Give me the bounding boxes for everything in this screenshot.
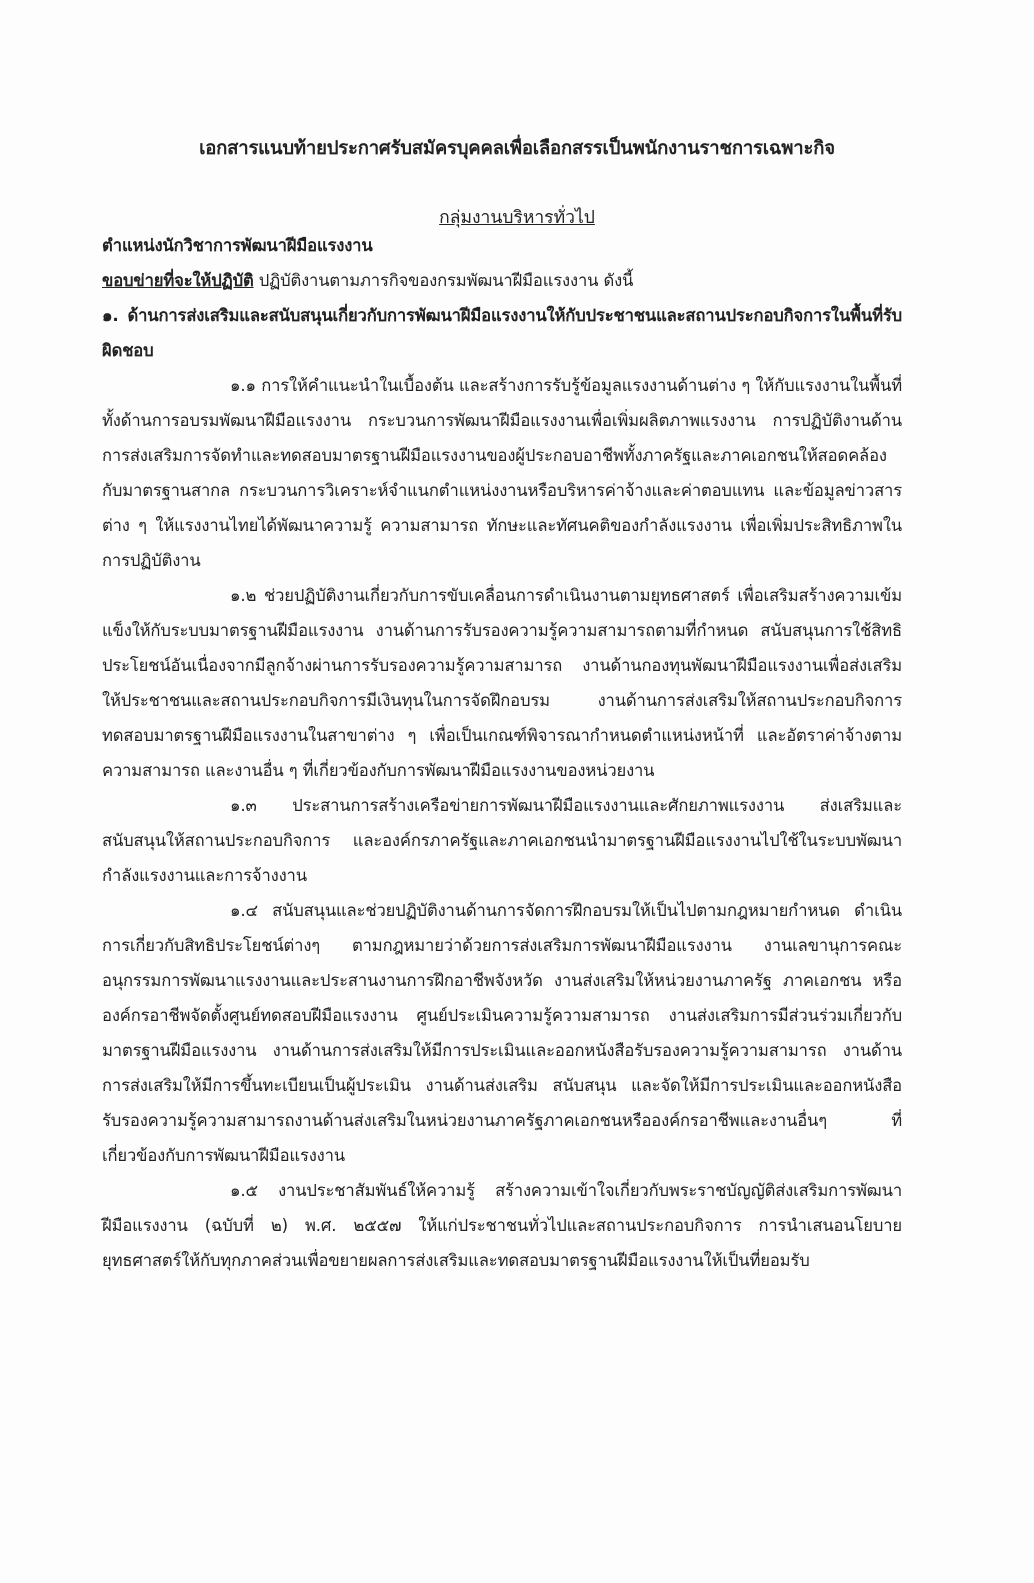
item-1-3: ๑.๓ ประสานการสร้างเครือข่ายการพัฒนาฝีมือแรงงานและศักยภาพแรงงาน ส่งเสริมและสนับสนุนให้สถานประกอบกิจการ และองค์กรภาครัฐและภาคเอกชนนำมาตรฐานฝีมือแรงงานไปใช้ในระบบพัฒนากำลังแรงงานและการจ้างงาน xyxy=(102,796,902,885)
group-title: กลุ่มงานบริหารทั่วไป xyxy=(439,208,595,228)
position-title: ตำแหน่งนักวิชาการพัฒนาฝีมือแรงงาน xyxy=(102,236,373,255)
item-1-5: ๑.๕ งานประชาสัมพันธ์ให้ความรู้ สร้างความเข้าใจเกี่ยวกับพระราชบัญญัติส่งเสริมการพัฒนาฝีมือแรงงาน (ฉบับที่ ๒) พ.ศ. ๒๕๕๗ ให้แก่ประชาชนทั่วไปและสถานประกอบกิจการ การนำเสนอนโยบายยุทธศาสตร์ให้กับทุกภาคส่วนเพื่อขยายผลการส่งเสริมและทดสอบมาตรฐานฝีมือแรงงานให้เป็นที่ยอมรับ xyxy=(102,1181,902,1270)
item-1-4: ๑.๔ สนับสนุนและช่วยปฏิบัติงานด้านการจัดการฝึกอบรมให้เป็นไปตามกฎหมายกำหนด ดำเนินการเกี่ยวกับสิทธิประโยชน์ต่างๆ ตามกฎหมายว่าด้วยการส่งเสริมการพัฒนาฝีมือแรงงาน งานเลขานุการคณะอนุกรรมการพัฒนาแรงงานและประสานงานการฝึกอาชีพจังหวัด งานส่งเสริมให้หน่วยงานภาครัฐ ภาคเอกชน หรือองค์กรอาชีพจัดตั้งศูนย์ทดสอบฝีมือแรงงาน ศูนย์ประเมินความรู้ความสามารถ งานส่งเสริมการมีส่วนร่วมเกี่ยวกับมาตรฐานฝีมือแรงงาน งานด้านการส่งเสริมให้มีการประเมินและออกหนังสือรับรองความรู้ความสามารถ งานด้านการส่งเสริมให้มีการขึ้นทะเบียนเป็นผู้ประเมิน งานด้านส่งเสริม สนับสนุน และจัดให้มีการประเมินและออกหนังสือรับรองความรู้ความสามารถงานด้านส่งเสริมในหน่วยงานภาครัฐภาคเอกชนหรือองค์กรอาชีพและงานอื่นๆ ที่เกี่ยวข้องกับการพัฒนาฝีมือแรงงาน xyxy=(102,901,902,1165)
scope-text: ปฏิบัติงานตามภารกิจของกรมพัฒนาฝีมือแรงงาน ดังนี้ xyxy=(253,271,634,290)
item-1-1: ๑.๑ การให้คำแนะนำในเบื้องต้น และสร้างการรับรู้ข้อมูลแรงงานด้านต่าง ๆ ให้กับแรงงานในพื้นที่ทั้งด้านการอบรมพัฒนาฝีมือแรงงาน กระบวนการพัฒนาฝีมือแรงงานเพื่อเพิ่มผลิตภาพแรงงาน การปฏิบัติงานด้านการส่งเสริมการจัดทำและทดสอบมาตรฐานฝีมือแรงงานของผู้ประกอบอาชีพทั้งภาครัฐและภาคเอกชนให้สอดคล้องกับมาตรฐานสากล กระบวนการวิเคราะห์จำแนกตำแหน่งงานหรือบริหารค่าจ้างและค่าตอบแทน และข้อมูลข่าวสารต่าง ๆ ให้แรงงานไทยได้พัฒนาความรู้ ความสามารถ ทักษะและทัศนคติของกำลังแรงงาน เพื่อเพิ่มประสิทธิภาพในการปฏิบัติงาน xyxy=(102,376,902,570)
document-title: เอกสารแนบท้ายประกาศรับสมัครบุคคลเพื่อเลือกสรรเป็นพนักงานราชการเฉพาะกิจ xyxy=(199,138,835,159)
document-body xyxy=(102,228,902,1278)
scope-label: ขอบข่ายที่จะให้ปฏิบัติ xyxy=(102,271,254,290)
item-1-2: ๑.๒ ช่วยปฏิบัติงานเกี่ยวกับการขับเคลื่อนการดำเนินงานตามยุทธศาสตร์ เพื่อเสริมสร้างความเข้มแข็งให้กับระบบมาตรฐานฝีมือแรงงาน งานด้านการรับรองความรู้ความสามารถตามที่กำหนด สนับสนุนการใช้สิทธิประโยชน์อันเนื่องจากมีลูกจ้างผ่านการรับรองความรู้ความสามารถ งานด้านกองทุนพัฒนาฝีมือแรงงานเพื่อส่งเสริมให้ประชาชนและสถานประกอบกิจการมีเงินทุนในการจัดฝึกอบรม งานด้านการส่งเสริมให้สถานประกอบกิจการทดสอบมาตรฐานฝีมือแรงงานในสาขาต่าง ๆ เพื่อเป็นเกณฑ์พิจารณากำหนดตำแหน่งหน้าที่ และอัตราค่าจ้างตามความสามารถ และงานอื่น ๆ ที่เกี่ยวข้องกับการพัฒนาฝีมือแรงงานของหน่วยงาน xyxy=(102,586,902,780)
scope-line xyxy=(102,263,902,298)
section-1-heading: ๑. ด้านการส่งเสริมและสนับสนุนเกี่ยวกับการพัฒนาฝีมือแรงงานให้กับประชาชนและสถานประกอบกิจการในพื้นที่รับผิดชอบ xyxy=(102,306,902,360)
